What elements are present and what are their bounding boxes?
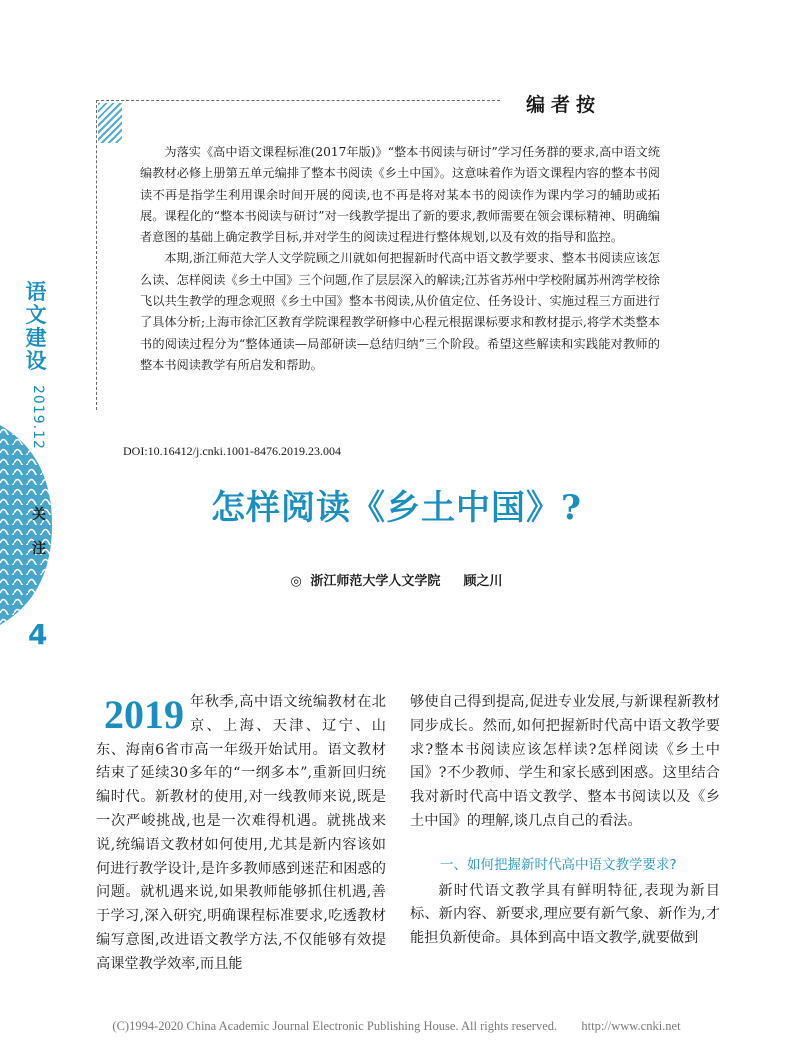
body-column-left: [96, 691, 386, 977]
editor-note-title: 编者按: [526, 94, 602, 116]
page-number: 4: [28, 618, 48, 651]
editor-note-paragraph: 本期,浙江师范大学人文学院顾之川就如何把握新时代高中语文教学要求、整本书阅读应该怎么读、怎样阅读《乡土中国》三个问题,作了层层深入的解读;江苏省苏州中学校附属苏州湾学校徐飞以共生教学的理念观照《乡土中国》整本书阅读,从价值定位、任务设计、实施过程三方面进行了具体分析;上海市徐汇区教育学院课程教学研修中心程元根据课标要求和教材提示,将学术类整本书的阅读过程分为“整体通读—局部研读—总结归纳”三个阶段。希望这些解读和实践能对教师的整本书阅读教学有所启发和帮助。: [140, 251, 660, 372]
footer: [0, 1019, 793, 1034]
journal-char: 文: [25, 302, 47, 327]
editor-note-rule: [96, 100, 500, 101]
footer-url: http://www.cnki.net: [581, 1019, 681, 1033]
section-char: 关: [32, 507, 46, 523]
editor-note-body: [140, 142, 660, 376]
bullet-circle-icon: ◎: [290, 574, 302, 589]
section-heading: 一、如何把握新时代高中语文教学要求?: [440, 856, 677, 873]
body-paragraph: [96, 691, 386, 977]
doi-line: DOI:10.16412/j.cnki.1001-8476.2019.23.004: [123, 444, 341, 458]
journal-char: 设: [25, 348, 47, 373]
section-char: 注: [32, 541, 46, 557]
journal-char: 语: [25, 279, 47, 304]
article-title: 怎样阅读《乡土中国》?: [211, 488, 582, 528]
dropcap-year: 2019: [104, 692, 184, 737]
body-paragraph: 够使自己得到提高,促进专业发展,与新课程新教材同步成长。然而,如何把握新时代高中语文教学要求?整本书阅读应该怎样读?怎样阅读《乡土中国》?不少教师、学生和家长感到困惑。这里结合我对新时代高中语文教学、整本书阅读以及《乡土中国》的理解,谈几点自己的看法。: [410, 694, 720, 829]
footer-copyright: (C)1994-2020 China Academic Journal Electronic Publishing House. All rights reserved.: [112, 1019, 558, 1033]
body-column-right: [410, 691, 720, 951]
body-paragraph: 新时代语文教学具有鲜明特征,表现为新目标、新内容、新要求,理应要有新气象、新作为,才能担负新使命。具体到高中语文教学,就要做到: [410, 882, 720, 947]
journal-name-vertical: [22, 280, 50, 372]
body-text: 年秋季,高中语文统编教材在北京、上海、天津、辽宁、山东、海南6省市高一年级开始试用。语文教材结束了延续30多年的“一纲多本”,重新回归统编时代。新教材的使用,对一线教师来说,既是一次严峻挑战,也是一次难得机遇。就挑战来说,统编语文教材如何使用,尤其是新内容该如何进行教学设计,是许多教师感到迷茫和困惑的问题。就机遇来说,如果教师能够抓住机遇,善于学习,深入研究,明确课程标准要求,吃透教材编写意图,改进语文教学方法,不仅能够有效提高课堂教学效率,而且能: [96, 694, 386, 972]
hatch-decoration-icon: [98, 103, 122, 143]
issue-label: 2019.12: [30, 385, 46, 450]
author-name: 顾之川: [463, 574, 503, 589]
journal-char: 建: [25, 325, 47, 350]
author-affiliation: 浙江师范大学人文学院: [310, 574, 441, 589]
author-line: [0, 570, 793, 589]
editor-note-paragraph: 为落实《高中语文课程标准(2017年版)》“整本书阅读与研讨”学习任务群的要求,高中语文统编教材必修上册第五单元编排了整本书阅读《乡土中国》。这意味着作为语文课程内容的整本书阅读不再是指学生利用课余时间开展的阅读,也不再是将对某本书的阅读作为课内学习的辅助或拓展。课程化的“整本书阅读与研讨”对一线教学提出了新的要求,教师需要在领会课标精神、明确编者意图的基础上确定教学目标,并对学生的阅读过程进行整体规划,以及有效的指导和监控。: [140, 145, 661, 245]
